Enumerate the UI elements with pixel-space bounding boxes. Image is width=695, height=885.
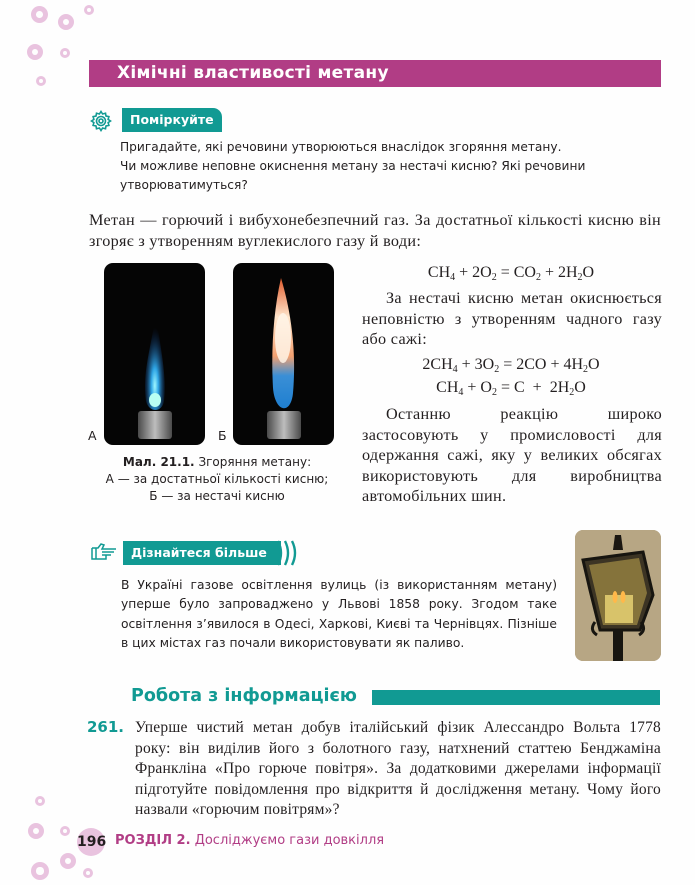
section-title: Хімічні властивості метану [89,60,661,87]
decor-dot [60,48,70,58]
industry-paragraph: Останню реакцію широко застосовують у промисловості для одержання сажі, яку у великих обсягах використовують для виробництва автомобільних шин. [362,405,662,505]
learn-more-stripes [274,540,302,566]
decor-dot [27,44,43,60]
pointing-hand-icon [89,542,119,562]
page-number: 196 [77,828,105,856]
figure-caption [82,454,352,505]
task-text: Уперше чистий метан добув італійський фізик Алессандро Вольта 1778 року: він виділив його з болотного газу, натхнений статтею Бенджаміна Франкліна «Про горюче повітря». За додатковими джерелами інформації підготуйте повідомлення про відкриття й дослідження метану. Чому його назвали «горючим повітрям»? [135,719,661,818]
decor-dot [60,853,76,869]
think-questions [120,138,660,195]
decor-dot [28,823,44,839]
gear-icon [89,109,113,133]
info-section-bar [372,690,660,705]
learn-more-text: В Україні газове освітлення вулиць (із використанням метану) уперше було запроваджено у Львові 1858 року. Згодом таке освітлення з’явилося в Одесі, Харкові, Києві та Чернівцях. Пізніше в цих містах газ почали використовувати як паливо. [121,578,557,650]
decor-dot [36,76,46,86]
think-label: Поміркуйте [122,108,222,132]
figure-caption-title: Згоряння метану: [198,455,312,469]
intro-paragraph: Метан — горючий і вибухонебезпечний газ. За достатньої кількості кисню він згоряє з утворенням вуглекислого газу й води: [89,211,661,250]
decor-dot [31,862,49,880]
task-number: 261. [87,718,125,736]
info-section-title: Робота з інформацією [131,686,357,706]
think-question-1: Пригадайте, які речовини утворюються внаслідок згоряння метану. [120,140,562,154]
decor-dot [35,796,45,806]
figure-caption-number: Мал. 21.1. [122,455,195,469]
think-question-2: Чи можливе неповне окиснення метану за нестачі кисню? Які речовини утворюватимуться? [120,159,586,192]
chapter-footer [115,833,384,848]
decor-dot [60,826,70,836]
equation-incomplete-co: $2CH_4 + 3O_2 = 2CO + 4H_2O$ [422,356,600,375]
decor-dot [31,6,48,23]
figure-label-a: А [88,428,97,443]
chapter-number: РОЗДІЛ 2. [115,833,191,848]
decor-dot [58,14,74,30]
figure-label-b: Б [218,428,227,443]
learn-more-label: Дізнайтеся більше [123,541,281,565]
equation-incomplete-c: $CH_4 + O_2 = C + 2H_2O$ [436,379,586,398]
flame-photo-a [104,263,205,445]
incomplete-paragraph: За нестачі кисню метан окиснюється неповністю з утворенням чадного газу або сажі: [362,289,662,348]
chapter-title: Досліджуємо гази довкілля [194,833,385,848]
decor-dot [84,5,94,15]
gas-lamp-photo [575,530,661,661]
figure-caption-b: Б — за нестачі кисню [149,489,285,503]
flame-photo-b [233,263,334,445]
equation-complete: $CH_4 + 2O_2 = CO_2 + 2H_2O$ [427,264,595,283]
figure-caption-a: А — за достатньої кількості кисню; [105,472,329,486]
decor-dot [83,868,93,878]
